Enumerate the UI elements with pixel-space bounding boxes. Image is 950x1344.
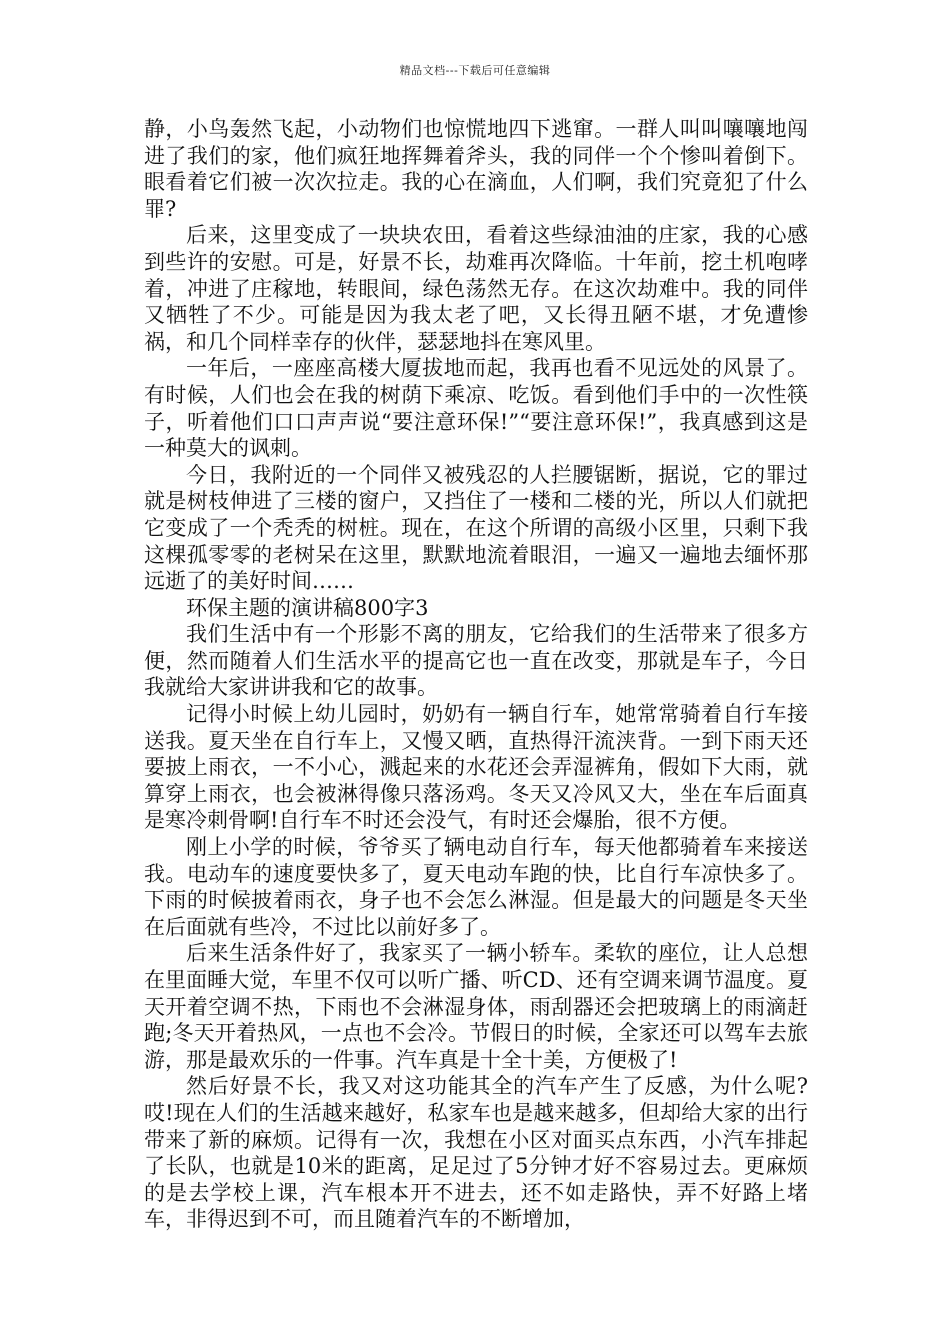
- paragraph-7: 刚上小学的时候，爷爷买了辆电动自行车，每天他都骑着车来接送我。电动车的速度要快多了，夏天电动车跑的快，比自行车凉快多了。下雨的时候披着雨衣，身子也不会怎么淋湿。但是最大的问题是冬天坐在后面就有些冷，不过比以前好多了。: [144, 835, 808, 939]
- paragraph-5: 我们生活中有一个形影不离的朋友，它给我们的生活带来了很多方便，然而随着人们生活水平的提高它也一直在改变，那就是车子，今日我就给大家讲讲我和它的故事。: [144, 622, 808, 700]
- paragraph-4: 今日，我附近的一个同伴又被残忍的人拦腰锯断，据说，它的罪过就是树枝伸进了三楼的窗户，又挡住了一楼和二楼的光，所以人们就把它变成了一个秃秃的树桩。现在，在这个所谓的高级小区里，只剩下我这棵孤零零的老树呆在这里，默默地流着眼泪，一遍又一遍地去缅怀那远逝了的美好时间……: [144, 462, 808, 594]
- section-title: 环保主题的演讲稿800字3: [186, 595, 429, 620]
- page-header: 精品文档---下载后可任意编辑: [399, 64, 551, 77]
- paragraph-9: 然后好景不长，我又对这功能其全的汽车产生了反感，为什么呢?哎!现在人们的生活越来越好，私家车也是越来越多，但却给大家的出行带来了新的麻烦。记得有一次，我想在小区对面买点东西，小汽车排起了长队，也就是10米的距离，足足过了5分钟才好不容易过去。更麻烦的是去学校上课，汽车根本开不进去，还不如走路快，弄不好路上堵车，非得迟到不可，而且随着汽车的不断增加，: [144, 1074, 808, 1232]
- document-body: [144, 116, 808, 1233]
- paragraph-3: 一年后，一座座高楼大厦拔地而起，我再也看不见远处的风景了。有时候，人们也会在我的树荫下乘凉、吃饭。看到他们手中的一次性筷子，听着他们口口声声说“要注意环保!”“要注意环保!”，我真感到这是一种莫大的讽刺。: [144, 356, 808, 461]
- paragraph-8: 后来生活条件好了，我家买了一辆小轿车。柔软的座位，让人总想在里面睡大觉，车里不仅可以听广播、听CD、还有空调来调节温度。夏天开着空调不热，下雨也不会淋湿身体，雨刮器还会把玻璃上的雨滴赶跑;冬天开着热风，一点也不会冷。节假日的时候，全家还可以驾车去旅游，那是最欢乐的一件事。汽车真是十全十美，方便极了!: [144, 941, 808, 1072]
- paragraph-1: 静，小鸟轰然飞起，小动物们也惊慌地四下逃窜。一群人叫叫嚷嚷地闯进了我们的家，他们疯狂地挥舞着斧头，我的同伴一个个惨叫着倒下。眼看着它们被一次次拉走。我的心在滴血，人们啊，我们究竟犯了什么罪?: [144, 117, 808, 221]
- paragraph-2: 后来，这里变成了一块块农田，看着这些绿油油的庄家，我的心感到些许的安慰。可是，好景不长，劫难再次降临。十年前，挖土机咆哮着，冲进了庄稼地，转眼间，绿色荡然无存。在这次劫难中。我的同伴又牺牲了不少。可能是因为我太老了吧，又长得丑陋不堪，才免遭惨祸，和几个同样幸存的伙伴，瑟瑟地抖在寒风里。: [144, 223, 808, 354]
- paragraph-6: 记得小时候上幼儿园时，奶奶有一辆自行车，她常常骑着自行车接送我。夏天坐在自行车上，又慢又晒，直热得汗流浃背。一到下雨天还要披上雨衣，一不小心，溅起来的水花还会弄湿裤角，假如下大雨，就算穿上雨衣，也会被淋得像只落汤鸡。冬天又冷风又大，坐在车后面真是寒冷刺骨啊!自行车不时还会没气，有时还会爆胎，很不方便。: [144, 702, 808, 833]
